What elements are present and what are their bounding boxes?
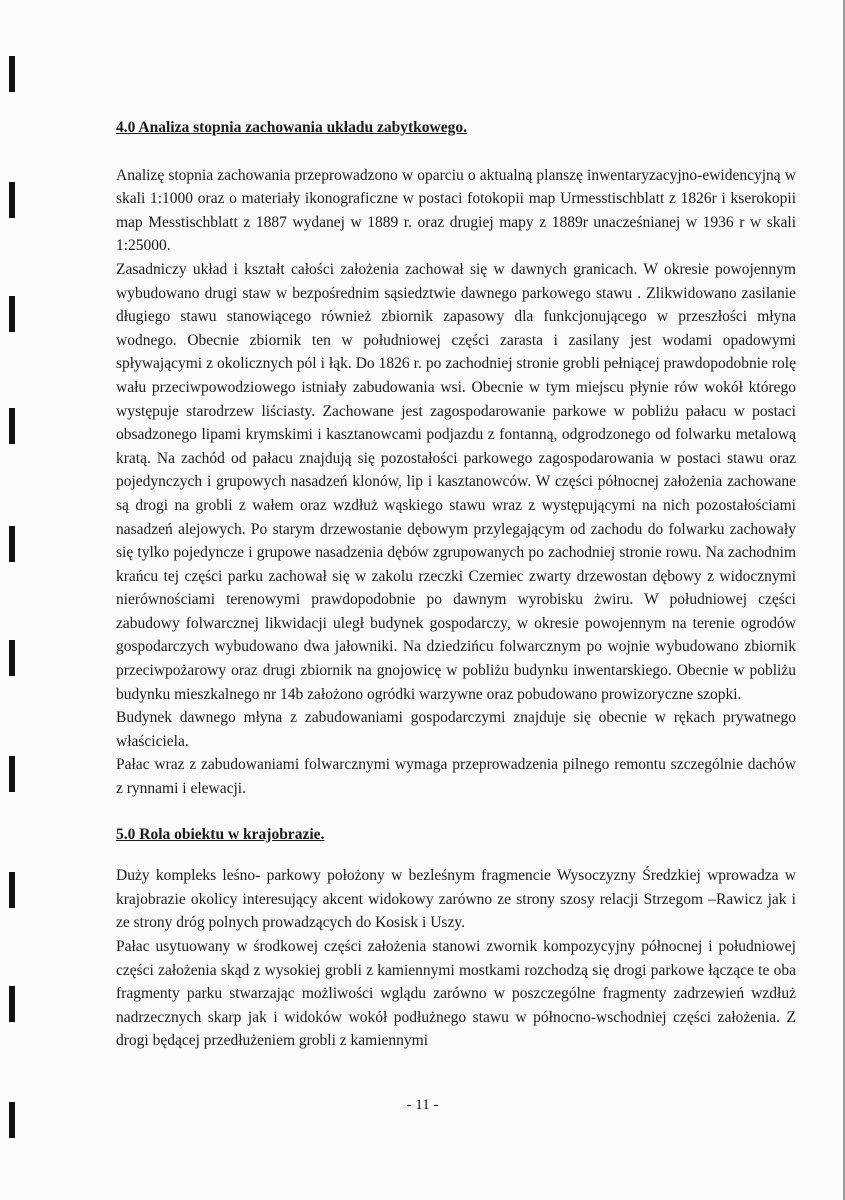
punch-hole-mark	[9, 986, 15, 1022]
punch-hole-mark	[9, 872, 15, 908]
punch-hole-mark	[9, 56, 15, 92]
punch-hole-mark	[9, 640, 15, 676]
section-5-heading: 5.0 Rola obiektu w krajobrazie.	[116, 825, 325, 843]
punch-hole-mark	[9, 756, 15, 792]
section-4-paragraph: Zasadniczy układ i kształt całości założenia zachował się w dawnych granicach. W okresie powojennym wybudowano drugi staw w bezpośrednim sąsiedztwie dawnego parkowego stawu . Zlikwidowano zasilanie długiego stawu stanowiącego również zbiornik zapasowy dla funkcjonującego w przeszłości młyna wodnego. Obecnie zbiornik ten w południowej części zarasta i zasilany jest wodami opadowymi spływającymi z okolicznych pól i łąk. Do 1826 r. po zachodniej stronie grobli pełniącej prawdopodobnie rolę wału przeciwpowodziowego istniały zabudowania wsi. Obecnie w tym miejscu płynie rów wokół którego występuje starodrzew liściasty. Zachowane jest zagospodarowanie parkowe w pobliżu pałacu w postaci obsadzonego lipami krymskimi i kasztanowcami podjazdu z fontanną, odgrodzonego od folwarku metalową kratą. Na zachód od pałacu znajdują się pozostałości parkowego zagospodarowania w postaci stawu oraz pojedynczych i grupowych nasadzeń klonów, lip i kasztanowców. W części północnej założenia zachowane są drogi na grobli z wałem oraz wzdłuż wąskiego stawu wraz z występującymi na nich pozostałościami nasadzeń alejowych. Po starym drzewostanie dębowym przylegającym od zachodu do folwarku zachowały się tylko pojedyncze i grupowe nasadzenia dębów zgrupowanych po zachodniej stronie rowu. Na zachodnim krańcu tej części parku zachował się w zakolu rzeczki Czerniec zwarty drzewostan dębowy z widocznymi nierównościami terenowymi prawdopodobnie po dawnym wyrobisku żwiru. W południowej części zabudowy folwarcznej likwidacji uległ budynek gospodarczy, w okresie powojennym na terenie ogrodów gospodarczych wybudowano dwa jałowniki. Na dziedzińcu folwarcznym po wojnie wybudowano zbiornik przeciwpożarowy oraz drugi zbiornik na gnojowicę w pobliżu budynku inwentarskiego. Obecnie w pobliżu budynku mieszkalnego nr 14b założono ogródki warzywne oraz pobudowano prowizoryczne szopki.	[116, 260, 796, 703]
punch-hole-mark	[9, 296, 15, 332]
section-4-paragraph: Pałac wraz z zabudowaniami folwarcznymi wymaga przeprowadzenia pilnego remontu szczególnie dachów z rynnami i elewacji.	[116, 756, 796, 798]
section-5-paragraph: Duży kompleks leśno- parkowy położony w bezleśnym fragmencie Wysoczyzny Średzkiej wprowadza w krajobrazie okolicy interesujący akcent widokowy zarówno ze strony szosy relacji Strzegom –Rawicz jak i ze strony dróg polnych prowadzących do Kosisk i Uszy.	[116, 867, 796, 932]
document-body	[116, 116, 796, 1053]
section-4-paragraph: Analizę stopnia zachowania przeprowadzono w oparciu o aktualną planszę inwentaryzacyjno-ewidencyjną w skali 1:1000 oraz o materiały ikonograficzne w postaci fotokopii map Urmesstischblatt z 1826r i kserokopii map Messtischblatt z 1887 wydanej w 1889 r. oraz drugiej mapy z 1889r unacześnianej w 1936 r w skali 1:25000.	[116, 166, 796, 255]
page-number: - 11 -	[406, 1097, 439, 1113]
punch-hole-mark	[9, 526, 15, 562]
section-4-heading: 4.0 Analiza stopnia zachowania układu zabytkowego.	[116, 119, 467, 136]
section-5-paragraph: Pałac usytuowany w środkowej części założenia stanowi zwornik kompozycyjny północnej i południowej części założenia skąd z wysokiej grobli z kamiennymi mostkami rozchodzą się drogi parkowe łączące te oba fragmenty parku stwarzając możliwości wglądu zarówno w poszczególne fragmenty zadrzewień wzdłuż nadrzecznych skarp jak i widoków wokół podłużnego stawu w północno-wschodniej części założenia. Z drogi będącej przedłużeniem grobli z kamiennymi	[116, 938, 796, 1050]
punch-hole-mark	[9, 408, 15, 444]
punch-hole-mark	[9, 182, 15, 218]
section-4-paragraph: Budynek dawnego młyna z zabudowaniami gospodarczymi znajduje się obecnie w rękach prywatnego właściciela.	[116, 709, 796, 750]
